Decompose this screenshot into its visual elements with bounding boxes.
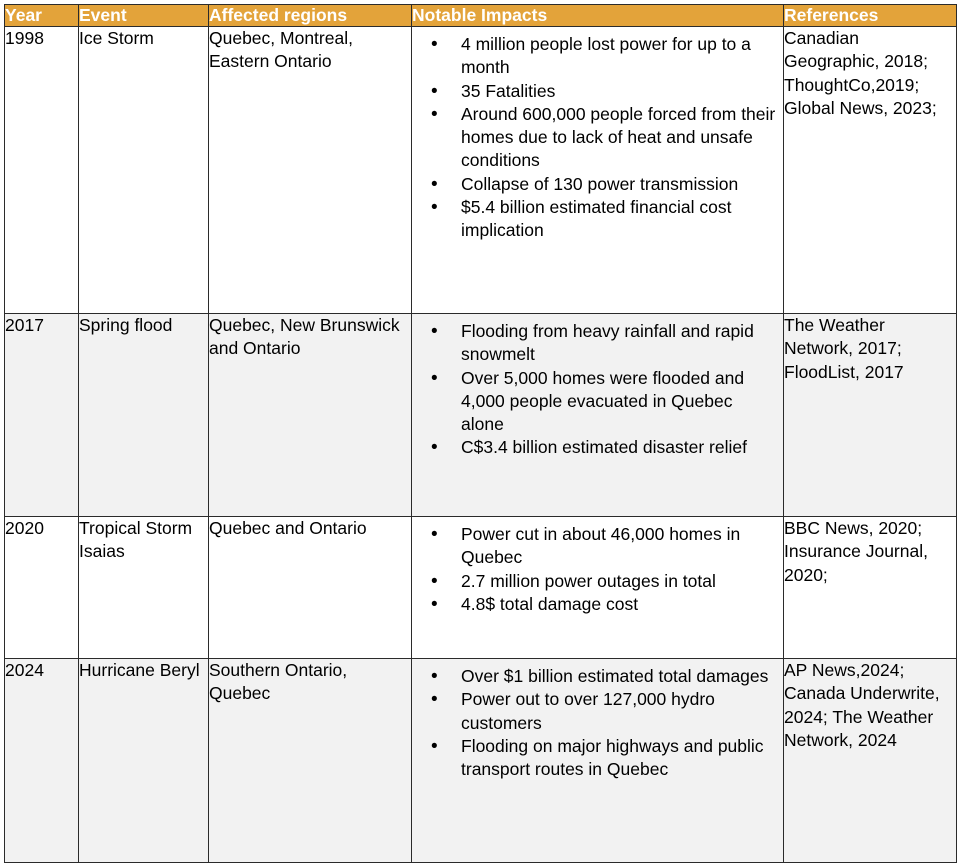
references-value: BBC News, 2020; Insurance Journal, 2020; [784,518,928,585]
event-value: Hurricane Beryl [79,660,200,680]
column-header-year: Year [5,5,79,27]
table-header [5,5,957,27]
regions-value: Quebec, New Brunswick and Ontario [209,315,400,359]
cell-event [79,27,209,314]
impact-item: • Around 600,000 people forced from their homes due to lack of heat and unsafe conditions [461,103,777,173]
disaster-events-table [4,4,957,863]
cell-impacts [412,517,784,659]
cell-references [784,27,957,314]
event-value: Ice Storm [79,28,154,48]
impact-list [412,665,777,781]
impact-list [412,33,777,242]
table-row [5,659,957,863]
cell-impacts [412,27,784,314]
impact-item: • 35 Fatalities [461,80,777,103]
impact-item: • C$3.4 billion estimated disaster relief [461,436,777,459]
year-value: 2017 [5,315,44,335]
cell-year [5,659,79,863]
cell-impacts [412,314,784,517]
cell-event [79,314,209,517]
impact-item: • Power out to over 127,000 hydro customers [461,688,777,735]
column-header-regions: Affected regions [209,5,412,27]
impact-item: • Flooding on major highways and public transport routes in Quebec [461,735,777,782]
column-header-event: Event [79,5,209,27]
cell-event [79,659,209,863]
impact-item: • $5.4 billion estimated financial cost implication [461,196,777,243]
event-value: Tropical Storm Isaias [79,518,193,562]
impact-item: • 4 million people lost power for up to a month [461,33,777,80]
references-value: AP News,2024; Canada Underwrite, 2024; The Weather Network, 2024 [784,660,940,750]
table-row [5,27,957,314]
cell-year [5,517,79,659]
column-header-references: References [784,5,957,27]
year-value: 2024 [5,660,44,680]
cell-regions [209,659,412,863]
regions-value: Quebec and Ontario [209,518,367,538]
impact-item: • Over 5,000 homes were flooded and 4,000 people evacuated in Quebec alone [461,367,777,437]
impact-item: • Flooding from heavy rainfall and rapid snowmelt [461,320,777,367]
impact-item: • Over $1 billion estimated total damages [461,665,777,688]
cell-year [5,314,79,517]
table-row [5,314,957,517]
table-row [5,517,957,659]
regions-value: Quebec, Montreal, Eastern Ontario [209,28,353,72]
year-value: 2020 [5,518,44,538]
impact-item: • Collapse of 130 power transmission [461,173,777,196]
event-value: Spring flood [79,315,173,335]
table-body [5,27,957,863]
impact-item: • 2.7 million power outages in total [461,570,777,593]
impact-item: • Power cut in about 46,000 homes in Quebec [461,523,777,570]
cell-regions [209,314,412,517]
impact-list [412,523,777,616]
references-value: Canadian Geographic, 2018; ThoughtCo,2019; Global News, 2023; [784,28,937,118]
cell-regions [209,27,412,314]
year-value: 1998 [5,28,44,48]
regions-value: Southern Ontario, Quebec [209,660,348,704]
cell-references [784,659,957,863]
impact-item: • 4.8$ total damage cost [461,593,777,616]
disaster-events-table-container [4,4,956,863]
column-header-impacts: Notable Impacts [412,5,784,27]
cell-references [784,517,957,659]
cell-references [784,314,957,517]
references-value: The Weather Network, 2017; FloodList, 2017 [784,315,904,382]
impact-list [412,320,777,460]
table-header-row [5,5,957,27]
cell-year [5,27,79,314]
cell-regions [209,517,412,659]
cell-impacts [412,659,784,863]
cell-event [79,517,209,659]
